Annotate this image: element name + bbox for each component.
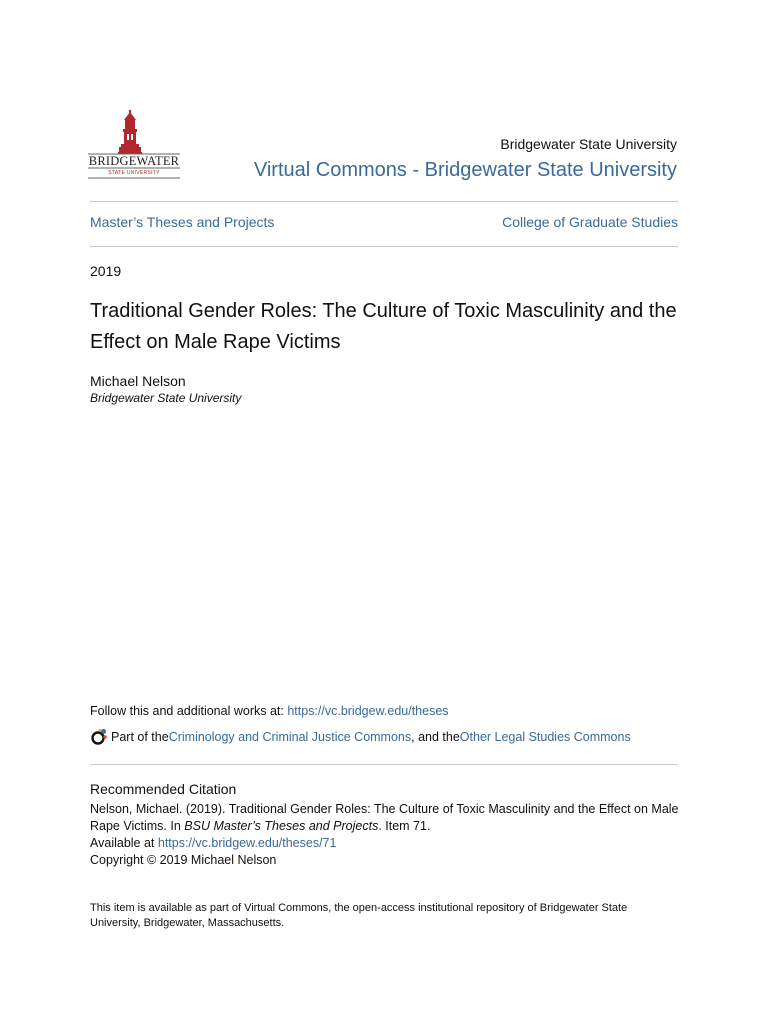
logo-subtext: STATE UNIVERSITY	[108, 170, 160, 176]
logo-wordmark: BRIDGEWATER	[88, 154, 180, 168]
citation-item: . Item 71.	[378, 819, 431, 833]
college-link[interactable]: College of Graduate Studies	[502, 214, 678, 230]
citation-heading: Recommended Citation	[90, 781, 237, 797]
repository-note: This item is available as part of Virtual Commons, the open-access institutional repository of Bridgewater State University, Bridgewater, Massachusetts.	[90, 902, 628, 929]
document-title: Traditional Gender Roles: The Culture of Toxic Masculinity and the Effect on Male Rape Victims	[90, 300, 677, 353]
network-icon	[90, 728, 108, 746]
university-logo	[88, 106, 180, 182]
repository-link[interactable]: Virtual Commons - Bridgewater State University	[253, 159, 677, 181]
follow-line	[90, 704, 449, 718]
follow-link[interactable]: https://vc.bridgew.edu/theses	[287, 704, 449, 718]
part-of-middle: , and the	[411, 730, 460, 744]
university-name: Bridgewater State University	[500, 136, 677, 152]
divider	[90, 764, 678, 765]
part-of-line	[90, 728, 631, 746]
follow-prefix: Follow this and additional works at:	[90, 704, 288, 718]
divider	[90, 246, 678, 247]
citation-text: Nelson, Michael. (2019). Traditional Gender Roles: The Culture of Toxic Masculinity and the Effect on Male Rape Victims. In	[90, 802, 679, 833]
citation-series: BSU Master’s Theses and Projects	[184, 819, 379, 833]
copyright: Copyright © 2019 Michael Nelson	[90, 853, 277, 867]
legal-studies-commons-link[interactable]: Other Legal Studies Commons	[459, 730, 631, 744]
header	[254, 136, 677, 182]
available-prefix: Available at	[90, 836, 158, 850]
series-link[interactable]: Master’s Theses and Projects	[90, 214, 275, 230]
item-link[interactable]: https://vc.bridgew.edu/theses/71	[157, 836, 337, 850]
author-affiliation: Bridgewater State University	[90, 391, 242, 405]
part-of-prefix: Part of the	[111, 730, 169, 744]
criminology-commons-link[interactable]: Criminology and Criminal Justice Commons	[168, 730, 412, 744]
publication-year: 2019	[90, 263, 122, 279]
author-name: Michael Nelson	[90, 373, 186, 389]
divider	[90, 201, 678, 202]
citation-body	[90, 801, 680, 869]
